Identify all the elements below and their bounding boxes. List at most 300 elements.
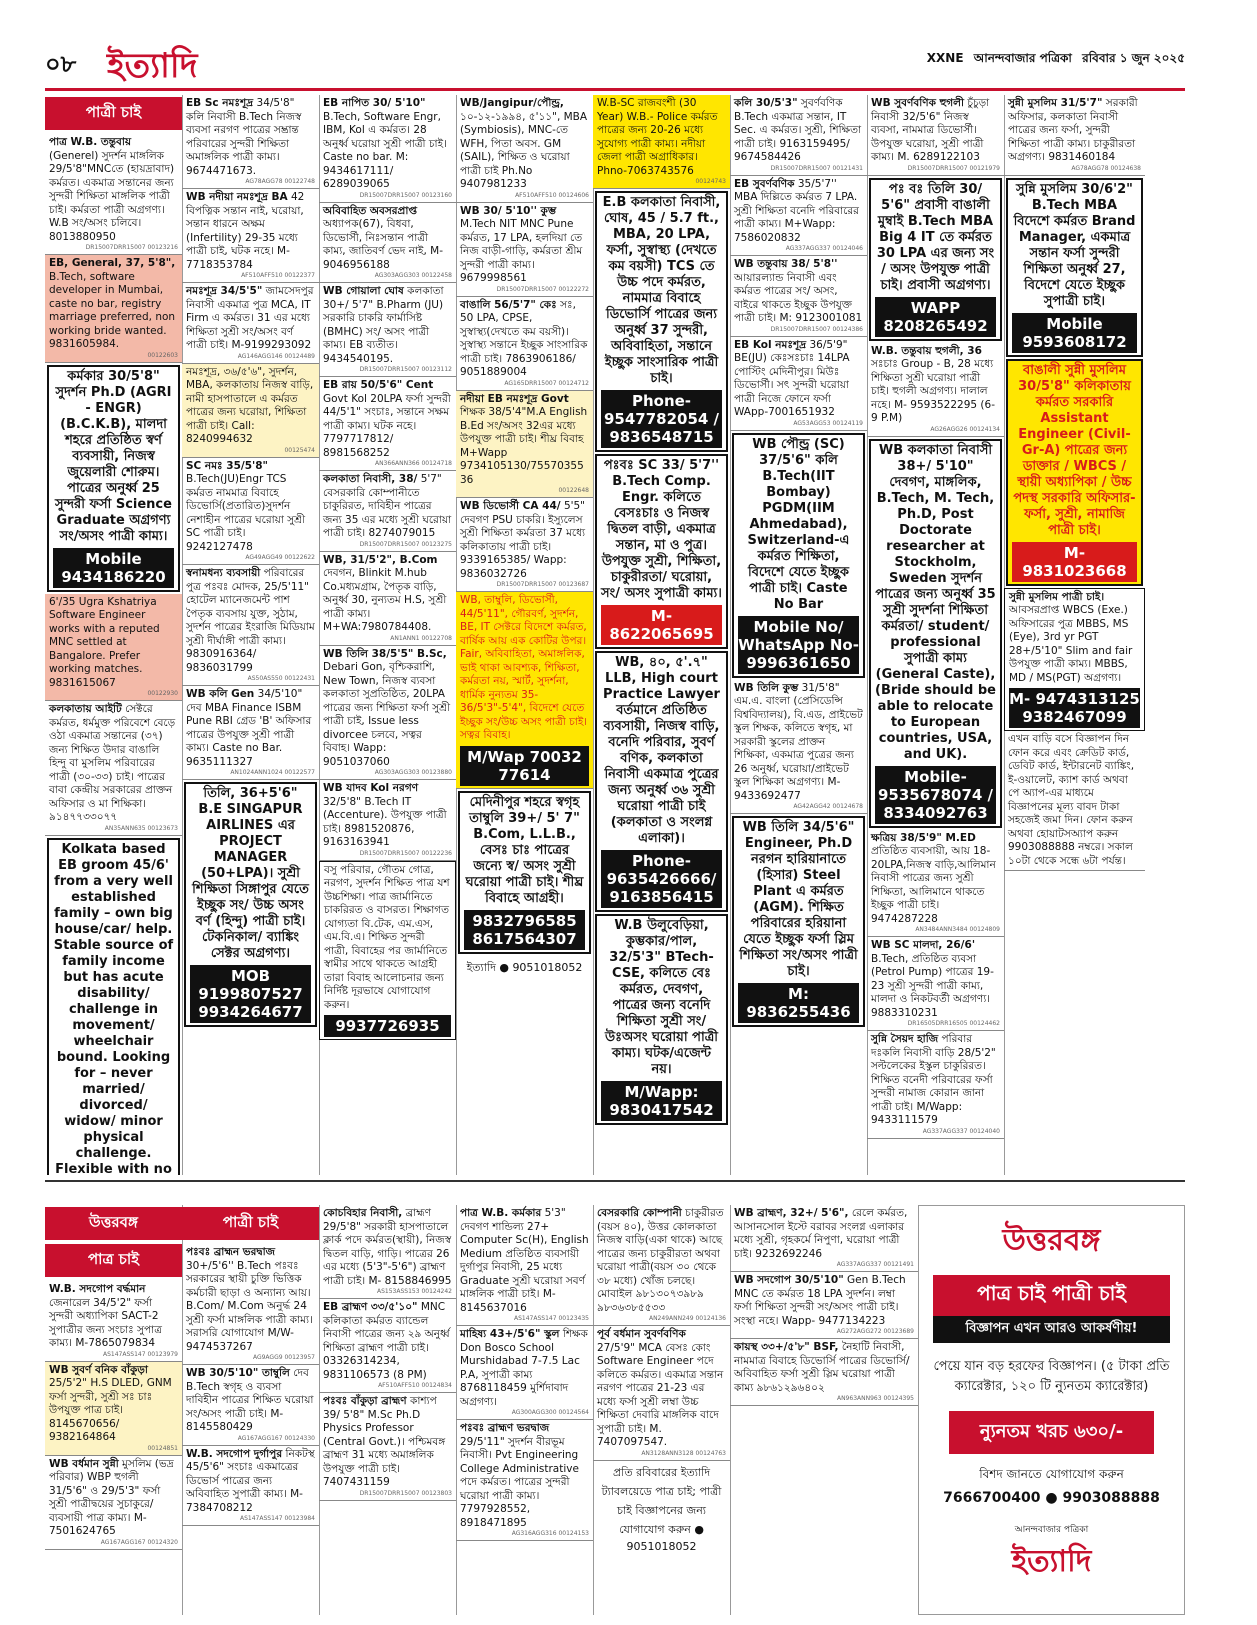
ad-headline: স্বনামধন্য ব্যবসায়ী [186, 567, 261, 579]
ad-headline: পাত্র W.B. কর্মকার [460, 1207, 542, 1219]
ad-code: AN963ANN963 00124395 [836, 1395, 914, 1402]
ad-headline: WB 30/ 5'10'' কুম্ভ [460, 204, 557, 217]
ad-headline: WB কলি Gen [186, 688, 255, 700]
ad-column [456, 1205, 594, 1615]
ad-body: Gen B.Tech MNC তে কর্মরত 18 LPA সুদর্শন। লম্বা ফর্সা শিক্ষিতা সুন্দরী সং/অসং পাত্রী চাই। সংস্থা নহে। Wapp- 9477134223 [734, 1274, 906, 1327]
ad-code: AG53AGG53 00124119 [793, 419, 863, 427]
ad-body: B.Tech(JU)Engr TCS কর্মরত নামমাত্র বিবাহে ডিভোর্সি(প্রতারিত)সুদর্শন নেশাহীন পাত্রের ঘরোয়া সুশ্রী SC পাত্রী চাই। 9242127478 [186, 473, 306, 553]
ad-headline: WB তিলি কুম্ভ [734, 681, 799, 694]
ad-code: AG337AGG337 00124040 [922, 1127, 1000, 1135]
ad-headline: W.B উলুবেড়িয়া, কুম্ভকার/পাল, 32/5'3" BTech-CSE, কলিতে বেঃ কর্মরত, দেবগণ, পাত্রের জন্য বনেদি শিক্ষিতা সুশ্রী সং/উঃঅসং ঘরোয়া পাত্রী কাম্য। ঘটক/এজেন্ট নয়। [604, 918, 719, 1077]
ad-headline: W.B. তন্তুবায় হুগলী, 36 [871, 344, 982, 357]
banner-offer: পেয়ে যান বড় হরফের বিজ্ঞাপন। (৫ টাকা প্রতি ক্যারেক্টার, ১২০ টি ন্যুনতম ক্যারেক্টার) [933, 1359, 1170, 1394]
ad-body: কাশ্যপ 39/ 5'8" M.Sc Ph.D Physics Professor (Central Govt.)। পশ্চিমবঙ্গ ব্রাহ্মণ 31 মধ্যে অমাঙ্গলিক উপযুক্ত পাত্রী চাই। 7407431159 [323, 1395, 446, 1488]
ad-body: শিক্ষক Don Bosco School Murshidabad 7-7.5 Lac P.A, সুপাত্রী কাম্য 8768118459 মুর্শিদাবাদ অগ্রগণ্য। [460, 1328, 588, 1408]
ad-code: DR15007DRR15007 00121431 [770, 164, 863, 172]
ad-body: MNC কলিকাতা কর্মরত ব্যান্ডেল নিবাসী পাত্রের জন্য ২৯ অনুর্ধ্ব শিক্ষিতা ব্রাহ্মণ পাত্রী চাই। 03326314234, 9831106573 (8 PM) [323, 1301, 450, 1381]
ad-code: AG146AGG146 00124489 [237, 352, 315, 360]
ad-headline: মাহিষ্য 43+/5'6" স্কুল [460, 1328, 560, 1340]
classified-ad [732, 816, 865, 1027]
ad-headline: তিলি, 36+5'6" B.E SINGAPUR AIRLINES এর PROJECT MANAGER (50+LPA)। সুশ্রী শিক্ষিতা সিঙ্গাপুর যেতে ইচ্ছুক সং/ উচ্চ অসং বর্ণ (হিন্দু) পাত্রী চাই। টেকনিকাল/ ব্যাঙ্কিং সেক্টর অগ্রগণ্য। [192, 786, 309, 961]
ad-code: AG78AGG78 00124638 [1071, 164, 1141, 172]
ad-code: AN249ANN249 00124136 [648, 1315, 726, 1322]
classified-ad [595, 454, 728, 649]
classified-ad [730, 1205, 918, 1272]
classified-ad [184, 782, 317, 1027]
ad-code: AG42AGG42 00124678 [793, 803, 863, 810]
ad-body: কলকাতা 30+/ 5'7" B.Pharm (JU) সরকারি চাকরি ফার্মাসিষ্ট (BMHC) সং/ অসং পাত্রী কাম্য। EB ব্যতীত। 9434540195. [323, 285, 444, 365]
ad-column [319, 1205, 457, 1615]
classified-ad [45, 255, 182, 363]
ad-code: 00125474 [284, 446, 315, 454]
ad-code: AG316AGG316 00124153 [511, 1530, 589, 1537]
ad-body: WB, তাম্বুলি, ডিভোর্সী, 44/5'11", গৌরবর্ণ, সুদর্শন, BE, IT সেক্টরে বিদেশে কর্মরত, বার্ষিক আয় এক কোটির উপর। Fair, অবিবাহিতা, অমাঙ্গলিক, ভাই থাকা আবশ্যক, শিক্ষিতা, কর্মরতা নয়, স্মার্ট, সুদর্শনা, ধার্মিক নুন্যতম 35-36/5'3"-5'4", বিদেশে যেতে ইচ্ছুক সং/উচ্চ অসং পাত্রী চাই। সত্বর বিবাহ। [460, 594, 588, 741]
ad-body: শিক্ষক 38/5'4"M.A English B.Ed সং/অসং 32এর মধ্যে উপযুক্ত পাত্রী চাই। শীঘ্র বিবাহ M+Wapp 9734105130/7557035536 [460, 406, 588, 486]
ad-code: DR15007DRR15007 00122236 [359, 849, 452, 857]
ad-headline: বাঙালি 56/5'7" কেঃ [460, 298, 557, 311]
ad-body: 34/5'8" কলি নিবাসী B.Tech নিজস্ব ব্যবসা নরগণ পাত্রের সম্ভ্রান্ত পরিবারের সুন্দরী শিক্ষিতা অমাঙ্গলিক পাত্রী কাম্য। 9674471673. [186, 97, 302, 177]
ad-body: দেবগন, Blinkit M.hub Co.মধ্যমগ্রাম, পৈতৃক বাড়ি, অনুর্ধ্ব 30, নুন্যতম H.S, সুশ্রী পাত্রী কাম্য। M+WA:7980784408. [323, 567, 447, 633]
page-header [45, 40, 1185, 91]
classified-ad [730, 337, 867, 431]
ad-column [45, 95, 183, 1175]
classified-ad [319, 646, 456, 781]
ad-code: 00124743 [695, 178, 726, 185]
ad-body: জামসেদপুর নিবাসী একমাত্র পুত্র MCA, IT Firm এ কর্মরত। 31 এর মধ্যে শিক্ষিতা সুশ্রী সং/অসং বর্ণ পাত্রী চাই। M-9199293092 [186, 285, 314, 351]
ad-headline: সুন্নি সৈয়দ হাজি [871, 1033, 939, 1045]
ad-phone: Mobile- 9535678074 / 8334092763 [875, 766, 996, 824]
classified-ad [319, 552, 456, 646]
ad-phone: Mobile 9593608172 [1012, 313, 1137, 353]
classified-ad [319, 1299, 456, 1393]
ad-code: DR15007DRR15007 00123803 [359, 1489, 452, 1497]
ad-headline: ক্ষত্রিয় 38/5'9" M.ED [871, 831, 976, 844]
classified-ad [730, 176, 867, 257]
banner-heading: পাত্র চাই পাত্রী চাই [933, 1275, 1170, 1316]
banner-title: উত্তরবঙ্গ [1002, 1223, 1101, 1258]
classified-ad [867, 937, 1004, 1031]
ad-code: AN1024ANN1024 00122577 [230, 769, 315, 776]
classified-ad [456, 95, 593, 203]
classified-ad [319, 471, 456, 552]
ad-code: 00124851 [147, 1444, 178, 1452]
classified-ad [182, 1244, 319, 1365]
classified-ad [593, 1205, 730, 1326]
ad-headline: বাঙালী সুন্নী মুসলিম 30/5'8" কলিকাতায় কর্মরত সরকারি Assistant Engineer (Civil-Gr-A) পাত্রের জন্য ডাক্তার / WBCS / স্থায়ী অধ্যাপিকা / উচ্চ পদস্থ সরকারি অফিসার-ফর্সা, সুশ্রী, নামাজি পাত্রী চাই। [1013, 362, 1136, 538]
ad-code: DR15007DRR15007 00123112 [359, 366, 452, 373]
banner-logo: ইত্যাদি [1011, 1544, 1092, 1579]
ad-code: DR15007DRR15007 00123275 [359, 540, 452, 548]
ad-headline: WB তিলি 38/5'5" B.Sc, [323, 647, 447, 660]
footer-note [456, 956, 593, 981]
ad-body: 31/5'8" এম.এ. বাংলা (প্রেসিডেন্সি বিশ্ববিদ্যালয়), বি.এড, প্রাইভেট স্কুল শিক্ষক, কলিতে স্বগৃহ, মা সরকারী স্কুলের প্রাক্তন শিক্ষিকা, একমাত্র পুত্রের জন্য 26 অনুর্ধ্ব, ঘরোয়া/প্রাইভেট স্কুল শিক্ষিকা অগ্রগণ্য। M- 9433692477 [734, 681, 863, 802]
ad-code: AG272AGG272 00123689 [836, 1328, 914, 1335]
ad-code: AS147ASS147 00123435 [514, 1315, 589, 1322]
classified-ad [319, 377, 456, 471]
ad-body: সরকারী অফিসার, কলকাতা নিবাসী পাত্রের জন্য ফর্সা, সুন্দরী শিক্ষিতা পাত্রী কাম্য। চাকুরীরতা অগ্রগণ্য। 9831460184 [1008, 97, 1138, 163]
ad-code: DR15007DRR15007 00121979 [907, 164, 1000, 172]
ad-code: DR15007DRR15007 00122272 [496, 285, 589, 293]
ad-code: AS50AS550 00122431 [247, 675, 315, 682]
banner-paper: আনন্দবাজার পত্রিকা [1014, 1525, 1089, 1535]
ad-phone: M- 8622065695 [601, 605, 722, 645]
classified-ad [867, 95, 1004, 176]
ad-headline: WB তন্তুবায় 38/ 5'8'' [734, 258, 838, 270]
ad-headline: পূর্ব বর্ধমান সুবর্ণবণিক [597, 1328, 686, 1340]
classified-ad [867, 1031, 1004, 1139]
classified-ad [730, 1339, 918, 1406]
ad-headline: কর্মকার 30/5'8" সুদর্শন Ph.D (AGRI - ENGR) (B.C.K.B), মালদা শহরে প্রতিষ্ঠিত স্বর্ণ ব্যবসায়ী, নিজস্ব জুয়েলারী শোরুম। পাত্রের অনুর্ধ্ব 25 সুন্দরী ফর্সা Science Graduate অগ্রগণ্য সং/অসং পাত্রী কাম্য। [55, 368, 172, 544]
ad-body: 35/5'7'' MBA দিল্লিতে কর্মরত 7 LPA. সুশ্রী শিক্ষিতা বনেদি পরিবারের পাত্রী কাম্য। M+Wapp: 7586020832 [734, 177, 859, 244]
classified-ad [732, 433, 865, 678]
ad-headline: অবিবাহিত অবসরপ্রাপ্ত [323, 204, 418, 217]
edition-code: XXNE [926, 51, 964, 65]
ad-headline: WB সুবর্ণ বনিক বাঁকুড়া [49, 1363, 148, 1376]
classified-ad [319, 861, 456, 1041]
ad-code: DR15007DRR15007 00124386 [770, 325, 863, 333]
classified-ad [182, 1365, 319, 1446]
ad-body: 36/5'9" BE(JU) কেঃসঃচাঃ 14LPA পোস্টিং মেদিনীপুর। মিউঃ ডিভোর্সী। সৎ সুন্দরী ঘরোয়া পাত্রী নিজে ফোনে ফর্সা WApp-7001651932 [734, 338, 850, 418]
ad-code: 00122648 [558, 487, 589, 494]
ad-body: ১০-১২-১৯৯৪, ৫'১১", MBA (Symbiosis), MNC-তে WFH, পিতা অবস. GM (SAIL), শিক্ষিত ও ঘরোয়া পাত্রী চাই Ph.No 9407981233 [460, 110, 588, 190]
ad-headline: WB সুবর্ণবণিক হুগলী [871, 97, 964, 109]
classified-ad [1006, 359, 1143, 586]
ad-headline: নদীয়া EB নমঃশূদ্র Govt [460, 392, 569, 405]
ad-code: DR15007DRR15007 00123216 [85, 244, 178, 251]
classified-ad [45, 1456, 182, 1550]
ad-column [1004, 95, 1145, 1175]
ad-body: এখন বাড়ি বসে বিজ্ঞাপন দিন ফোন করে এবং ক্রেডিট কার্ড, ডেবিট কার্ড, ইন্টারনেট ব্যাঙ্কিং, ই-ওয়ালেট, ক্যাশ কার্ড অথবা পে অ্যাপ-এর মাধ্যমে বিজ্ঞাপনের মূল্য বাবদ টাকা সহজেই জমা দিন। ফোন করুন অথবা হোয়াটসঅ্যাপ করুন 9903088888 নম্বরে। সকাল ১০টা থেকে সন্ধে ৬টা পর্যন্ত। [1008, 733, 1135, 867]
classified-ad [456, 1326, 593, 1420]
ad-body: সঃচাঃ Group - B, 28 মধ্যে শিক্ষিতা সুশ্রী ঘরোয়া পাত্রী চাই। হুগলী অগ্রগণ্য। দালাল নহে। M- 9593522295 (6-9 P.M) [871, 358, 995, 424]
ad-code: AG303AGG303 00122458 [374, 272, 452, 279]
ad-body: 30+/5'6'' B.Tech পঃবঃ সরকারের স্থায়ী চুক্তি ভিত্তিক কর্মচারী ছাড়া ও অন্যান্য আয়। B.Com/ M.Com অনুর্দ্ধ 24 সুশ্রী ফর্সা মাঙ্গলিক পাত্রী কাম্য। সরাসরি যোগাযোগ M/W- 9474537267 [186, 1259, 313, 1353]
ad-headline: WB, ৪০, ৫'.৭" LLB, High court Practice Lawyer বর্তমানে প্রতিষ্ঠিত ব্যবসায়ী, নিজস্ব বাড়ি, বনেদি পরিবার, সুবর্ণ বণিক, কলকাতা নিবাসী একমাত্র পুত্রের জন্য অনুর্ধ্ব ৩৬ সুশ্রী ঘরোয়া পাত্রী চাই (কলকাতা ও সংলগ্ন এলাকা)। [603, 655, 720, 846]
ad-body: আবসরপ্রাপ্ত WBCS (Exe.) অফিসারের পুত্র MBBS, MS (Eye), 3rd yr PGT 28+/5'10" Slim and fair উপযুক্ত পাত্রী কাম্য। MBBS, MD / MS(PGT) অগ্রগণ্য। [1009, 604, 1133, 684]
classified-ad [182, 283, 319, 364]
ad-headline: নমঃশূদ্র 34/5'5" [186, 285, 263, 297]
ad-headline: WB ব্রাহ্মণ, 32+/ 5'6", [734, 1207, 849, 1219]
ad-body: নিকটস্থ 45/5'6" সংচাঃ একমাত্রের ডিভোর্স পাত্রের জন্য অবিবাহিত সুপাত্রী কাম্য। M-7384708212 [186, 1447, 315, 1514]
ad-body: B.Tech, software developer in Mumbai, caste no bar, registry marriage preferred, non working bride wanted. 9831605984. [49, 270, 176, 350]
ad-body: Debari Gon, বৃশ্চিকরাশি, New Town, নিজস্ব ব্যবসা কলকাতা সুপ্রতিষ্ঠিত, 20LPA পাত্রের জন্য শিক্ষিতা ফর্সা সুশ্রী পাত্রী চাই, Issue less divorcee চলবে, সত্বর বিবাহ। Wapp: 9051037060 [323, 661, 451, 768]
classified-ad [456, 1205, 593, 1326]
ad-column [182, 95, 320, 1175]
ad-headline: WB যাদব Kol নরগণ [323, 782, 419, 794]
classified-ad [319, 780, 456, 861]
classified-ad [319, 283, 456, 377]
ad-headline: পঃবঃ SC 33/ 5'7'' B.Tech Comp. Engr. কলিতে বেসঃচাঃ ও নিজস্ব দ্বিতল বাড়ী, একমাত্র সন্তান, মা ও পুত্র। উপযুক্ত সুশ্রী, শিক্ষিতা, চাকুরীরতা/ ঘরোয়া, সং/ অসং সুপাত্রী কাম্য। [601, 458, 722, 601]
ad-headline: WB কলকাতা নিবাসী 38+/ 5'10" দেবগণ, মাঙ্গলিক, B.Tech, M. Tech, Ph.D, Post Doctorate researcher at Stockholm, Sweden সুদর্শন পাত্রের জন্য অনুর্ধ্ব 35 সুশ্রী সুদর্শনা শিক্ষিতা কর্মরতা/ student/ professional সুপাত্রী কাম্য (General Caste), (Bride should be able to relocate to European countries, USA, and UK). [875, 442, 996, 762]
ad-headline: WB পৌন্ড্র (SC) 37/5'6" কলি B.Tech(IIT Bombay) PGDM(IIM Ahmedabad), Switzerland-এ কর্মরত শিক্ষিতা, বিদেশে যেতে ইচ্ছুক পাত্রী চাই। Caste No Bar [747, 436, 850, 612]
ad-code: AF510AFF510 00124834 [378, 1382, 452, 1389]
classified-ad [45, 1362, 182, 1456]
ad-phone: 9937726935 [324, 1015, 451, 1037]
ad-code: AS153ASS153 00124242 [377, 1288, 452, 1295]
ad-headline: EB রায় 50/5'6" Cent [323, 379, 434, 391]
ad-body: ● 9051018052 [499, 960, 583, 974]
ad-body: 29/5'11" সুদর্শন বীরভূম নিবাসী। Pvt Engineering College Administrative পদে কর্মরত। পাত্রের সুন্দরী ঘরোয়া পাত্রী কাম্য। 7797928552, 8918471895 [460, 1435, 579, 1529]
ad-code: AG300AGG300 00124564 [511, 1409, 589, 1416]
ad-body: সেক্টরে কর্মরত, ধর্মমুক্ত পরিবেশে বেড়ে ওঠা একমাত্র সন্তানের (৩৭) জন্য শিক্ষিত উদার বাঙালি হিন্দু বা মুসলিম পরিবারের পাত্রী (৩০-৩৩) চাই। পাত্রের বাবা কেন্দ্রীয় সরকারের প্রাক্তন অফিসার ও মা শিক্ষিকা। ৯১৪৭৭৩৩০৭৭ [49, 703, 176, 823]
ad-headline: WB নদীয়া নমঃশূদ্র BA [186, 191, 288, 203]
ad-headline: কলি 30/5'3" [734, 97, 798, 109]
ad-column [45, 1205, 183, 1615]
ad-body: দেব B.Tech স্বগৃহ ও ব্যবসা দাবিহীন পাত্রের শিক্ষিত ঘরোয়া সং/অসং পাত্রী চাই। M-8145580429 [186, 1367, 314, 1433]
classified-ad [456, 391, 593, 499]
ad-body: W.B-SC রাজবংশী (30 Year) W.B.- Police কর্মরত পাত্রের জন্য 20-26 মধ্যে সুযোগ্য পাত্রী কাম্য। নদীয়া জেলা পাত্রী অগ্রাধিকার। Phno-7063743576 [597, 97, 718, 177]
ad-body: পরিবারের পুত্র পঃবঃ মোদক, 25/5'11" হোটেল ম্যানেজমেন্ট পাশ পৈতৃক ব্যবসায় যুক্ত, সুঠাম, সুদর্শন পাত্রের ইংরাজি মিডিয়াম সুশ্রী দীর্ঘাঙ্গী পাত্রী কাম্য। 9830916364/ 9836031799 [186, 567, 315, 674]
classified-ad [319, 1205, 456, 1299]
ad-phone: Phone- 9547782054 / 9836548715 [601, 390, 722, 448]
ad-body: সুবর্ণবণিক B.Tech একমাত্র সন্তান, IT Sec. এ কর্মরত। সুশ্রী, শিক্ষিতা পাত্রী চাই। 9163159495/ 9674584426 [734, 97, 862, 163]
ad-headline: WB/Jangipur/পৌন্ড্র, [460, 97, 564, 109]
classified-ad [595, 191, 728, 452]
ad-phone: M-9831023668 [1012, 542, 1137, 582]
ad-headline: বেসরকারি কোম্পানী [597, 1207, 682, 1219]
ad-body: B.Tech, প্রতিষ্ঠিত ব্যবসা (Petrol Pump) পাত্রের 19-23 সুশ্রী সুন্দরী পাত্রী কাম্য, মালদা ও নিকটবর্তী অগ্রগণ্য। 9883310231 [871, 952, 994, 1019]
footer-note [593, 1461, 730, 1556]
ad-body: 42 বিপত্নিক সন্তান নাই, ঘরোয়া, সন্তান ধারনে অক্ষম (Infertility) 29-35 মধ্যে পাত্রী চাই, ঘটক নহে। M-7718353784 [186, 191, 305, 271]
classified-ad [47, 365, 180, 592]
ad-code: AG165DRR15007 00124712 [504, 379, 589, 387]
ad-phone: M/Wap 70032 77614 [460, 746, 589, 786]
ad-code: AG49AGG49 00122622 [245, 554, 315, 561]
masthead-info [921, 50, 1185, 70]
classified-ad [456, 498, 593, 592]
classified-ad [182, 1446, 319, 1527]
ad-body: 5'7" বেসরকারি কোম্পানীতে চাকুরিরত, দাবিহীন পাত্রের জন্য 35 এর মধ্যে সুশ্রী ঘরোয়া পাত্রী চাই। 8274079015 [323, 473, 452, 539]
ad-headline: পঃবঃ বাঁকুড়া ব্রাহ্মণ [323, 1395, 407, 1407]
ad-body: জেনারেল 34/5'2" ফর্সা সুন্দরী অধ্যাপিকা SACT-2 সুপাত্রীর জন্য সংচাঃ সুপাত্র কাম্য। M-7865079834 [49, 1296, 162, 1349]
ad-body: M.Tech NIT MNC Pune কর্মরত, 17 LPA, হলদিয়া তে নিজ বাড়ী-গাড়ি, কর্মরতা শ্রীম সুন্দরী পাত্রী কাম্য। 9679998561 [460, 218, 583, 284]
classified-ad [182, 189, 319, 283]
ad-body: Govt Kol 20LPA ফর্সা সুন্দরী 44/5'1" সংচাঃ, সন্তানে সক্ষম পাত্রী কাম্য। ঘটক নহে। 7797717812/ 8981568252 [323, 392, 451, 459]
category-heading: পাত্রী চাই [45, 97, 182, 130]
ad-code: AG167AGG167 00124330 [237, 1434, 315, 1442]
ad-code: AN3484ANN3484 00124809 [915, 926, 1000, 933]
ad-phone: Phone- 9635426666/ 9163856415 [601, 850, 722, 908]
classified-ad [45, 134, 182, 255]
ad-phone: 9832796585 8617564307 [464, 910, 585, 950]
ad-body: (Generel) সুদর্শন মাঙ্গলিক 29/5'8"MNCতে (হায়দ্রাবাদ) কর্মরত। একমাত্র সন্তানের জন্য সুন্দরী শিক্ষিতা মাঙ্গলিক পাত্রী চাই। কর্মরতা পাত্রী অগ্রগণ্য। W.B সং/অসং চলিবে। 8013880950 [49, 149, 175, 243]
ad-headline: WB বর্ধমান সুন্নী [49, 1457, 119, 1470]
ad-headline: WB তিলি 34/5'6" Engineer, Ph.D নরগন হারিয়ানাতে (হিসার) Steel Plant এ কর্মরত (AGM). শিক্ষিত পরিবারের হরিয়ানা যেতে ইচ্ছুক ফর্সা স্লিম শিক্ষিতা সং/অসং পাত্রী চাই। [739, 820, 858, 979]
ad-code: AN366ANN366 00124718 [374, 460, 452, 467]
classified-ad [182, 458, 319, 566]
ad-code: AN1ANN1 00122708 [390, 634, 452, 642]
ad-phone: Mobile No/ WhatsApp No- 9996361650 [738, 617, 859, 672]
classified-ad [456, 297, 593, 391]
ad-code: AN35ANN635 00123673 [104, 824, 178, 832]
ad-body: প্রতিষ্ঠিত ব্যবসায়ী, আয় 18-20LPA,নিজস্ব বাড়ি,আলিমান নিবাসী পাত্রের জন্য সুশ্রী শিক্ষিতা, আলিমানে থাকতে ইচ্ছুক পাত্রী চাই। 9474287228 [871, 845, 996, 925]
ad-column [456, 95, 594, 1175]
ad-code: 00122930 [147, 690, 178, 697]
ad-body: B.Tech, Software Engr, IBM, Kol এ কর্মরত। 28 অনুর্ধ্ব ঘরোয়া সুশ্রী পাত্রী চাই। Caste no bar. M: 9434617111/ 6289039065 [323, 110, 447, 190]
ad-code: AG26AGG26 00124134 [930, 425, 1000, 433]
ad-body: আয়ারল্যান্ড নিবাসী এবং কর্মরত পাত্রের সং/ অসং, বাইরে থাকতে ইচ্ছুক উপযুক্ত পাত্রী চাই। M: 9123001081 [734, 271, 863, 324]
ad-column [730, 95, 868, 1175]
banner-phone: 7666700400 ● 9903088888 [943, 1490, 1160, 1506]
bottom-classifieds [45, 1205, 1185, 1615]
ad-headline: WB, 31/5'2", B.Com [323, 553, 438, 566]
ad-body: মুসলিম (ভদ্র পরিবার) WBP হুগলী 31/5'6" ও 29/5'3" ফর্সা সুশ্রী পাত্রীদ্বয়ের সুচাকুরে/ ব্যবসায়ী পাত্র কাম্য। M-7501624765 [49, 1457, 174, 1537]
ad-phone: M- 9474313125 9382467099 [1009, 690, 1140, 726]
ad-code: AG337AGG337 00124046 [785, 245, 863, 252]
ad-column [593, 1205, 731, 1615]
ad-headline: পঃবঃ ব্রাহ্মন ভরদ্বাজ [186, 1246, 276, 1258]
ad-code: AG337AGG337 00121491 [836, 1261, 914, 1268]
banner-subheading: বিজ্ঞাপন এখন আরও আকর্ষণীয়! [933, 1316, 1170, 1343]
ad-headline: EB Kol নমঃশূদ্র [734, 338, 807, 351]
classified-ad [1004, 731, 1145, 871]
classified-ad [182, 686, 319, 780]
ad-code: AG167AGG167 00124320 [100, 1538, 178, 1546]
ad-code: AN3128ANN3128 00124763 [641, 1449, 726, 1457]
top-classifieds [45, 95, 1185, 1175]
ad-body: পরিবার দঃকলি নিবাসী বাড়ি 28/5'2" সল্টলেকের ইস্কুল চাকুরিরত। শিক্ষিত বনেদী পরিবারের ফর্সা সুন্দরী নামাজ কোরান জানা পাত্রী চাই। M/Wapp: 9433111579 [871, 1033, 996, 1126]
classified-ad [593, 1326, 730, 1461]
classified-ad [1004, 588, 1145, 732]
ad-body: নৈহাটি নিবাসী, নামমাত্র বিবাহে ডিভোর্সি পাত্রের ডিভোর্সি/ অবিবাহিত ফর্সা সুশ্রী স্লিম ঘরোয়া পাত্রী কাম্য ৯৮৬১২৯৬৪০২ [734, 1341, 910, 1394]
ad-column [182, 1205, 320, 1615]
ad-column [319, 95, 457, 1175]
classified-ad [45, 701, 182, 836]
classified-ad [869, 178, 1002, 341]
ad-body: রেলে কর্মরত, আসানসোল ইস্টে বরাবর সংলগ্ন এলাকার মধ্যে সুশ্রী, গৃহকর্মে নিপুণা, ঘরোয়া পাত্রী চাই। 9232692246 [734, 1207, 908, 1260]
ad-phone: M: 9836255436 [738, 983, 859, 1023]
ad-headline: EB, General, 37, 5'8", [49, 257, 176, 269]
ad-body: বসু পরিবার, গৌতম গোত্র, নরগণ, সুদর্শন শিক্ষিত পাত্র যশ উচ্চশিক্ষা। পাত্র জার্মানিতে চাকরিরত ও বাসরত। শিক্ষাগত যোগ্যতা বি.টেক, এম.এস, এম.বি.এ। শিক্ষিত সুন্দরী পাত্রী, বিবাহের পর জার্মানিতে স্বামীর সাথে থাকতে আগ্রহী তারা বিবাহ আলোচনার জন্য নির্দিষ্ট দূরভাষে যোগাযোগ করুন। [324, 863, 450, 1011]
ad-headline: WB গোয়ালা ঘোষ [323, 285, 404, 297]
classified-ad [458, 791, 591, 954]
ad-headline: সুন্নী মুসলিম পাত্রী চাই। [1009, 590, 1105, 603]
ad-code: 00122603 [147, 351, 178, 359]
classified-ad [593, 95, 730, 189]
classified-ad [319, 1393, 456, 1501]
classified-ad [45, 594, 182, 702]
ad-headline: সুন্নি মুসলিম 30/6'2" B.Tech MBA বিদেশে কর্মরত Brand Manager, একমাত্র সন্তান ফর্সা সুন্দরী শিক্ষিতা অনুর্ধ্ব 27, বিদেশে যেতে ইচ্ছুক সুপাত্রী চাই। [1013, 181, 1136, 309]
ad-headline: E.B কলকাতা নিবাসী, ঘোষ, 45 / 5.7 ft., MBA, 20 LPA, ফর্সা, সুস্বাস্থ্য (দেখতে কম বয়সী) TCS তে উচ্চ পদে কর্মরত, নামমাত্র বিবাহে ডিভোর্সি পাত্রের জন্য অনুর্ধ্ব 37 সুন্দরী, অবিবাহিতা, সন্তানে ইচ্ছুক সাংসারিক পাত্রী চাই। [602, 195, 721, 386]
ad-code: AS147ASS147 00123979 [103, 1350, 178, 1358]
classified-ad [45, 1281, 182, 1362]
ad-headline: W.B. সদগোপ দুর্গাপুর [186, 1447, 283, 1460]
north-bengal-promo-banner [918, 1205, 1185, 1615]
ad-headline: পঃ বঃ তিলি 30/ 5'6" প্রবাসী বাঙালী মুম্বাই B.Tech MBA Big 4 IT তে কর্মরত 30 LPA এর জন্য সং / অসং উপযুক্ত পাত্রী চাই। প্রবাসী অগ্রগণ্য। [876, 181, 995, 293]
ad-body: চুঁচুড়া নিবাসী 32/5'6" নিজস্ব ব্যবসা, নামমাত্র ডিভোর্সী। উপযুক্ত ঘরোয়া, সুশ্রী পাত্রী কাম্য। M. 6289122103 [871, 97, 990, 163]
classified-ad [47, 838, 180, 1176]
section-divider [45, 1180, 1185, 1182]
classified-ad [1004, 95, 1145, 176]
classified-ad [869, 439, 1002, 828]
ad-headline: EB ব্রাহ্মণ ৩৩/৫'১০" [323, 1301, 418, 1313]
ad-phone: WAPP 8208265492 [875, 297, 996, 337]
classified-ad [730, 680, 867, 815]
ad-code: DR16505DRR16505 00124462 [907, 1020, 1000, 1027]
ad-body: 34/5'10" দেব MBA Finance ISBM Pune RBI গ্রেড 'B' অফিসার পাত্রের উপযুক্ত সুশ্রী পাত্রী কাম্য। Caste no Bar. 9635111327 [186, 688, 312, 768]
ad-headline: কায়স্থ ৩৩+/৫'৮" BSF, [734, 1341, 839, 1353]
classified-ad [1006, 178, 1143, 357]
ad-phone: MOB 9199807527 9934264677 [190, 965, 311, 1023]
classified-ad [319, 203, 456, 284]
ad-headline: WB 30/5'10" তাম্বুলি [186, 1367, 290, 1379]
ad-headline: WB SC মালদা, 26/6' [871, 939, 976, 951]
ad-body: প্রতি রবিবারের ইত্যাদি ট্যাবলয়েডে পাত্র চাই; পাত্রী চাই বিজ্ঞাপনের জন্য যোগাযোগ করুন ● 9051018052 [601, 1465, 722, 1553]
category-heading: পাত্রী চাই [182, 1207, 319, 1240]
ad-headline: কলকাতা নিবাসী, 38/ [323, 473, 418, 485]
ad-code: AF510AFF510 00124606 [515, 191, 589, 199]
ad-headline: WB সদগোপ 30/5'10" [734, 1274, 844, 1286]
classified-ad [730, 1272, 918, 1339]
ad-phone: Mobile 9434186220 [53, 548, 174, 588]
section-title: ইত্যাদি [107, 46, 198, 86]
ad-body: ব্রাহ্মণ 29/5'8" সরকারী হাসপাতালে ক্লার্ক পদে কর্মরত(স্থায়ী), নিজস্ব দ্বিতল বাড়ি, গাড়ি। পাত্রের 26 এর মধ্যে (5'3"-5'6") ব্রাহ্মণ পাত্রী চাই। M- 8158846995 [323, 1207, 452, 1287]
classified-ad [182, 95, 319, 189]
ad-headline: ইত্যাদি [466, 960, 496, 974]
ad-headline: কোচবিহার নিবাসী, [323, 1207, 403, 1219]
ad-headline: সুন্নী মুসলিম 31/5'7" [1008, 97, 1103, 109]
classified-ad [456, 1420, 593, 1541]
classified-ad [595, 651, 728, 912]
banner-price: ন্যুনতম খরচ ৬৩০/- [949, 1411, 1154, 1454]
ad-code: AS147ASS147 00123984 [240, 1515, 315, 1522]
ad-headline: পাত্র W.B. তন্তুবায় [49, 136, 132, 148]
ad-headline: মেদিনীপুর শহরে স্বগৃহ তাম্বুলি 39+/ 5' 7" B.Com, L.L.B., বেসঃ চাঃ পাত্রের জন্যে স্ব/ অসং সুশ্রী ঘরোয়া পাত্রী চাই। শীঘ্র বিবাহে আগ্রহী। [465, 794, 584, 906]
ad-body: 5'5" দেবগণ PSU চাকরি। ইস্যুলেস সুশ্রী শিক্ষিতা কর্মরতা 37 মধ্যে কলিকাতায় পাত্রী চাই। 9339165385/ Wapp: 9836032726 [460, 500, 586, 580]
ad-code: AG9AGG9 00123957 [252, 1354, 315, 1361]
ad-headline: W.B. সদগোপ বর্দ্ধমান [49, 1283, 146, 1295]
ad-headline: EB নাপিত 30/ 5'10" [323, 97, 426, 109]
ad-body: 27/5'9" MCA বেসঃ কোং Software Engineer পদে কলিতে কর্মরত। একমাত্র সন্তান নরগণ পাত্রের 21-23 এর মধ্যে ফর্সা সুশ্রী লম্বা উচ্চ শিক্ষিতা দেবারি মাঙ্গলিক বাদে সুপাত্রী চাই। M. 7407097547. [597, 1341, 724, 1448]
ad-code: AG303AGG303 00123880 [374, 769, 452, 776]
classified-ad [730, 256, 867, 337]
classified-ad [867, 830, 1004, 938]
ad-code: AG78AGG78 00122748 [245, 178, 315, 185]
classified-ad [456, 203, 593, 297]
ad-body: 5'3" দেবগণ শান্ডিল্য 27+ Computer Sc(H), English Medium প্রতিষ্ঠিত ব্যবসায়ী দুর্গাপুর নিবাসী, 25 মধ্যে Graduate সুশ্রী ঘরোয়া সবর্ণ মাঙ্গলিক পাত্রী চাই। M-8145637016 [460, 1207, 589, 1314]
classified-ad [319, 95, 456, 203]
category-heading: উত্তরবঙ্গ [45, 1207, 182, 1240]
ad-body: অধ্যাপক(67), বিধবা, ডিভোর্সী, নিঃসন্তান পাত্রী কাম্য, জাতিবর্ণ ভেদ নাই, M- 9046956188 [323, 218, 444, 271]
classified-ad [730, 95, 867, 176]
issue-date: রবিবার ১ জুন ২০২৫ [1082, 51, 1185, 65]
paper-name: আনন্দবাজার পত্রিকা [973, 51, 1072, 65]
classified-ad [867, 343, 1004, 437]
ad-column [593, 95, 731, 1175]
ad-headline: WB ডিভোর্সী CA 44/ [460, 500, 561, 512]
ad-headline: কলকাতায় আইটি [49, 703, 122, 715]
ad-body: সঃ, 50 LPA, CPSE, সুস্বাস্থ্য(দেখতে কম বয়সী)। সুস্বাস্থ্য সন্তানে ইচ্ছুক সাংসারিক পাত্রী চাই। 7863906186/ 9051889004 [460, 298, 588, 378]
ad-column [730, 1205, 918, 1615]
page-number: ০৮ [45, 49, 77, 78]
ad-column [867, 95, 1005, 1175]
ad-headline: Kolkata based EB groom 45/6' from a very well established family – own big house/car/ help. Stable source of family income but has acute disability/ challenge in movement/ wheelchair bound. Looking for – never married/ divorced/ widow/ minor physical challenge. Flexible with no [53, 841, 174, 1175]
ad-code: DR15007DRR15007 00123687 [496, 581, 589, 588]
classified-ad [182, 364, 319, 458]
ad-body: 25/5'2" H.S DLED, GNM ফর্সা সুন্দরী, সুশ্রী সঃ চাঃ উপযুক্ত পাত্র চাই। 8145670656/ 9382164864 [49, 1377, 172, 1443]
ad-headline: EB Sc নমঃশূদ্র [186, 97, 254, 109]
ad-code: AF510AFF510 00122377 [241, 272, 315, 279]
ad-headline: EB সুবর্ণবণিক [734, 177, 795, 190]
ad-phone: M/Wapp: 9830417542 [601, 1081, 722, 1121]
ad-body: নমঃশূদ্র, ৩৬/৫'৬", সুদর্শন, MBA, কলকাতায় নিজস্ব বাড়ি, নামী হাসপাতালে এ কর্মরত পাত্রের জন্য ঘরোয়া, শিক্ষিতা পাত্রী চাই। Call: 8240994632 [186, 365, 314, 445]
ad-headline: SC নমঃ 35/5'8" [186, 459, 269, 472]
classified-ad [182, 565, 319, 686]
banner-contact-label: বিশদ জানতে যোগাযোগ করুন [979, 1467, 1124, 1481]
classified-ad [595, 914, 728, 1125]
category-heading: পাত্র চাই [45, 1244, 182, 1277]
ad-code: DR15007DRR15007 00123160 [359, 191, 452, 199]
